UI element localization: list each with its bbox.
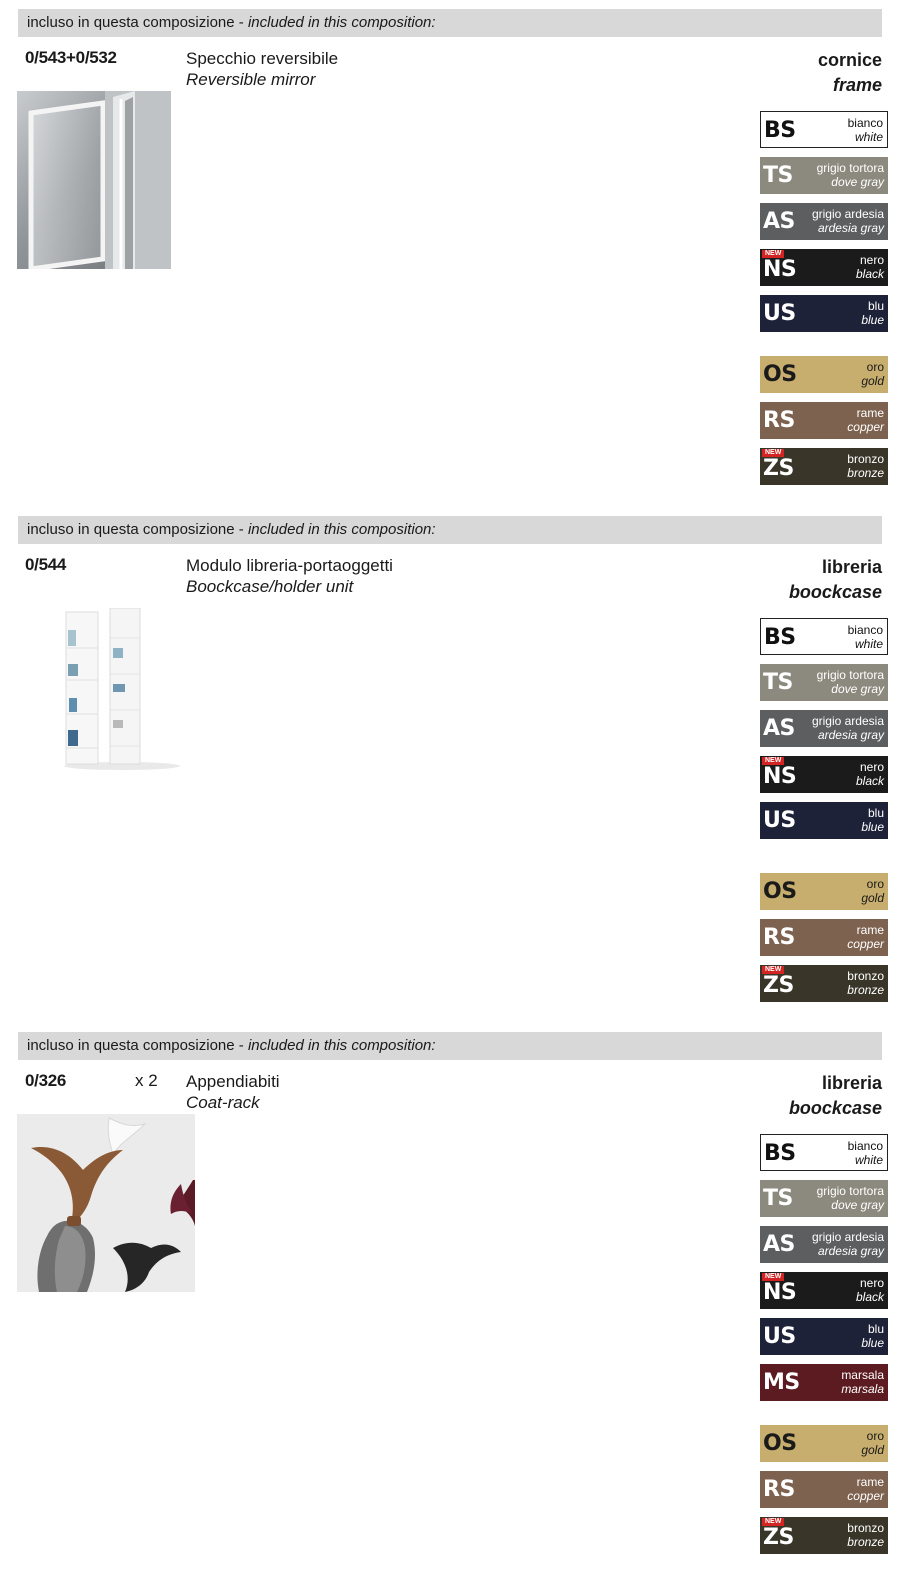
swatch-label <box>861 877 884 905</box>
description-en: Reversible mirror <box>186 70 316 89</box>
swatch-code: BS <box>764 118 796 143</box>
swatch-label <box>856 760 884 788</box>
swatch-name-en: ardesia gray <box>817 1244 884 1258</box>
swatch-code: OS <box>763 879 797 904</box>
swatch-name-it: oro <box>866 877 884 891</box>
swatch-label <box>817 161 884 189</box>
swatch-NS[interactable] <box>760 249 888 286</box>
swatch-ZS[interactable] <box>760 965 888 1002</box>
swatch-code: BS <box>764 625 796 650</box>
product-section-mirror <box>0 9 900 499</box>
swatch-code: OS <box>763 1431 797 1456</box>
swatch-name-it: rame <box>856 1475 884 1489</box>
swatch-name-en: copper <box>847 1489 884 1503</box>
mirror-icon <box>17 91 171 269</box>
swatch-name-en: ardesia gray <box>817 728 884 742</box>
product-quantity: x 2 <box>135 1071 158 1090</box>
bookcase-icon <box>60 608 180 770</box>
swatch-BS[interactable] <box>760 1134 888 1171</box>
product-section-coat-rack <box>0 1032 900 1592</box>
swatch-US[interactable] <box>760 802 888 839</box>
swatch-name-it: rame <box>856 406 884 420</box>
swatch-label <box>812 714 884 742</box>
swatch-code: RS <box>763 925 795 950</box>
swatch-code: NS <box>763 257 797 282</box>
swatch-RS[interactable] <box>760 1471 888 1508</box>
included-header <box>18 1032 882 1060</box>
swatch-name-it: nero <box>859 1276 884 1290</box>
swatch-OS[interactable] <box>760 1425 888 1462</box>
new-badge: NEW <box>762 1273 784 1281</box>
swatch-name-it: bronzo <box>847 452 884 466</box>
swatch-name-en: dove gray <box>831 175 884 189</box>
swatch-code: TS <box>763 163 793 188</box>
category-en: frame <box>832 75 882 95</box>
swatch-name-it: nero <box>859 760 884 774</box>
swatch-name-en: dove gray <box>831 1198 884 1212</box>
swatch-label <box>848 116 883 144</box>
swatch-name-it: grigio tortora <box>816 1184 884 1198</box>
description-it: Specchio reversibile <box>186 49 339 68</box>
swatch-AS[interactable] <box>760 203 888 240</box>
swatch-label <box>847 1475 884 1503</box>
swatch-code: RS <box>763 1477 795 1502</box>
product-section-bookcase <box>0 516 900 1016</box>
swatch-name-en: black <box>855 774 884 788</box>
included-header <box>18 516 882 544</box>
swatch-label <box>848 1139 883 1167</box>
product-description <box>186 1071 280 1113</box>
swatch-name-it: bronzo <box>847 969 884 983</box>
swatch-name-en: black <box>855 267 884 281</box>
swatch-code: US <box>763 808 796 833</box>
swatch-name-it: blu <box>867 299 884 313</box>
included-header <box>18 9 882 37</box>
swatch-name-it: nero <box>859 253 884 267</box>
swatch-code: ZS <box>763 1525 794 1550</box>
swatch-TS[interactable] <box>760 664 888 701</box>
swatch-name-en: dove gray <box>831 682 884 696</box>
swatch-ZS[interactable] <box>760 448 888 485</box>
swatch-name-en: ardesia gray <box>817 221 884 235</box>
swatch-label <box>817 1184 884 1212</box>
swatch-name-en: black <box>855 1290 884 1304</box>
swatch-ZS[interactable] <box>760 1517 888 1554</box>
swatch-TS[interactable] <box>760 157 888 194</box>
swatch-OS[interactable] <box>760 873 888 910</box>
swatch-name-en: bronze <box>847 983 884 997</box>
description-en: Boockcase/holder unit <box>186 577 354 596</box>
new-badge: NEW <box>762 250 784 258</box>
product-code: 0/543+0/532 <box>25 48 117 67</box>
included-label-it: incluso in questa composizione - <box>27 14 248 31</box>
swatch-name-en: blue <box>861 820 884 834</box>
swatch-TS[interactable] <box>760 1180 888 1217</box>
included-label-en: included in this composition: <box>247 521 436 538</box>
swatch-label <box>847 452 884 480</box>
swatch-code: NS <box>763 1280 797 1305</box>
swatch-name-it: bronzo <box>847 1521 884 1535</box>
swatch-code: NS <box>763 764 797 789</box>
swatch-name-it: oro <box>866 360 884 374</box>
description-en: Coat-rack <box>186 1093 260 1112</box>
swatch-name-it: rame <box>856 923 884 937</box>
swatch-name-en: marsala <box>841 1382 884 1396</box>
category-it: libreria <box>821 1073 882 1093</box>
swatch-name-it: blu <box>867 1322 884 1336</box>
product-description <box>186 555 393 597</box>
swatch-label <box>848 623 883 651</box>
swatch-label <box>861 1322 884 1350</box>
included-label-it: incluso in questa composizione - <box>27 521 248 538</box>
included-label-en: included in this composition: <box>247 1037 436 1054</box>
swatch-name-en: blue <box>861 1336 884 1350</box>
swatch-NS[interactable] <box>760 1272 888 1309</box>
swatch-NS[interactable] <box>760 756 888 793</box>
swatch-code: AS <box>763 716 795 741</box>
finish-category <box>789 555 882 605</box>
swatch-label <box>847 969 884 997</box>
swatch-name-en: copper <box>847 937 884 951</box>
included-label-it: incluso in questa composizione - <box>27 1037 248 1054</box>
swatch-label <box>856 1276 884 1304</box>
swatch-RS[interactable] <box>760 919 888 956</box>
product-description <box>186 48 338 90</box>
swatch-AS[interactable] <box>760 1226 888 1263</box>
swatch-label <box>847 406 884 434</box>
swatch-label <box>856 253 884 281</box>
swatch-BS[interactable] <box>760 618 888 655</box>
swatch-name-en: white <box>854 637 883 651</box>
swatch-name-it: bianco <box>847 623 883 637</box>
product-code: 0/544 <box>25 555 67 574</box>
swatch-code: MS <box>763 1370 800 1395</box>
swatch-label <box>861 1429 884 1457</box>
swatch-code: BS <box>764 1141 796 1166</box>
swatch-label <box>861 360 884 388</box>
swatch-code: AS <box>763 1232 795 1257</box>
swatch-US[interactable] <box>760 295 888 332</box>
swatch-code: OS <box>763 362 797 387</box>
category-it: libreria <box>821 557 882 577</box>
swatch-code: US <box>763 301 796 326</box>
swatch-code: US <box>763 1324 796 1349</box>
new-badge: NEW <box>762 449 784 457</box>
swatch-name-it: grigio ardesia <box>811 1230 884 1244</box>
included-label-en: included in this composition: <box>247 14 436 31</box>
swatch-name-it: bianco <box>847 1139 883 1153</box>
swatch-name-en: gold <box>861 1443 884 1457</box>
swatch-name-en: white <box>854 1153 883 1167</box>
swatch-BS[interactable] <box>760 111 888 148</box>
swatch-label <box>812 1230 884 1258</box>
swatch-label <box>841 1368 884 1396</box>
swatch-label <box>861 299 884 327</box>
swatch-RS[interactable] <box>760 402 888 439</box>
category-en: boockcase <box>788 1098 882 1118</box>
finish-category <box>818 48 882 98</box>
swatch-label <box>847 1521 884 1549</box>
new-badge: NEW <box>762 757 784 765</box>
description-it: Appendiabiti <box>186 1072 280 1091</box>
swatch-name-it: marsala <box>841 1368 884 1382</box>
swatch-name-it: bianco <box>847 116 883 130</box>
swatch-label <box>812 207 884 235</box>
swatch-code: TS <box>763 1186 793 1211</box>
swatch-label <box>861 806 884 834</box>
product-code: 0/326 <box>25 1071 67 1090</box>
swatch-code: TS <box>763 670 793 695</box>
category-it: cornice <box>817 50 882 70</box>
swatch-name-en: gold <box>861 374 884 388</box>
new-badge: NEW <box>762 966 784 974</box>
swatch-US[interactable] <box>760 1318 888 1355</box>
swatch-AS[interactable] <box>760 710 888 747</box>
swatch-label <box>817 668 884 696</box>
swatch-name-it: grigio ardesia <box>811 714 884 728</box>
swatch-code: AS <box>763 209 795 234</box>
swatch-OS[interactable] <box>760 356 888 393</box>
swatch-label <box>847 923 884 951</box>
swatch-MS[interactable] <box>760 1364 888 1401</box>
swatch-name-en: gold <box>861 891 884 905</box>
swatch-name-it: oro <box>866 1429 884 1443</box>
swatch-name-it: grigio ardesia <box>811 207 884 221</box>
swatch-name-it: grigio tortora <box>816 161 884 175</box>
swatch-name-en: white <box>854 130 883 144</box>
swatch-code: ZS <box>763 456 794 481</box>
swatch-code: RS <box>763 408 795 433</box>
coat-rack-icon <box>17 1114 195 1292</box>
swatch-name-en: copper <box>847 420 884 434</box>
swatch-name-en: bronze <box>847 466 884 480</box>
description-it: Modulo libreria-portaoggetti <box>186 556 393 575</box>
finish-category <box>789 1071 882 1121</box>
swatch-name-en: bronze <box>847 1535 884 1549</box>
swatch-name-en: blue <box>861 313 884 327</box>
new-badge: NEW <box>762 1518 784 1526</box>
swatch-name-it: grigio tortora <box>816 668 884 682</box>
category-en: boockcase <box>788 582 882 602</box>
swatch-code: ZS <box>763 973 794 998</box>
swatch-name-it: blu <box>867 806 884 820</box>
